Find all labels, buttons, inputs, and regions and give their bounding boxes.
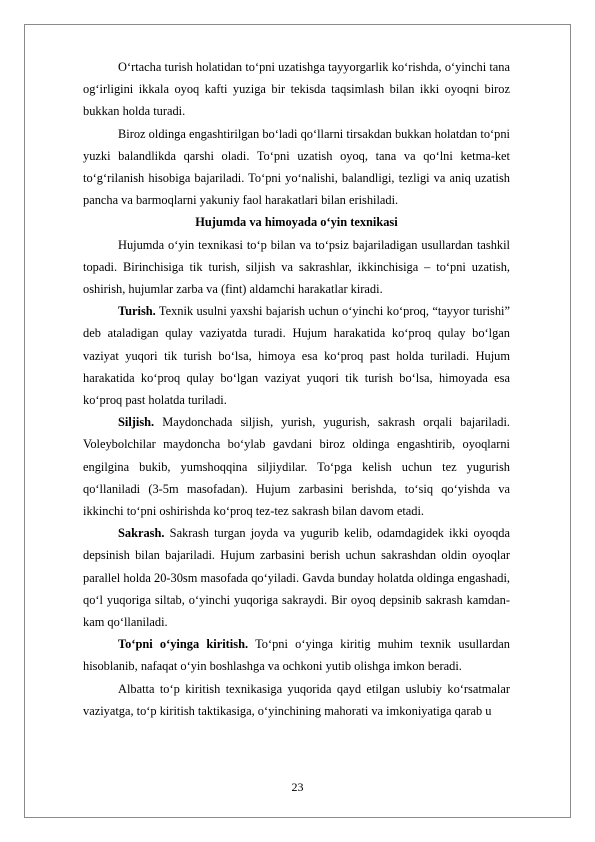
document-body xyxy=(83,56,510,722)
lead-term: Siljish. xyxy=(118,415,155,430)
page-number: 23 xyxy=(291,780,304,794)
paragraph-text: Texnik usulni yaxshi bajarish uchun o‘yinchi ko‘proq, “tayyor turishi” deb ataladigan qulay vaziyatda turadi. Hujum harakatida ko‘proq qulay bo‘lgan vaziyat yuqori tik turish bo‘lsa, himoya esa ko‘proq past holda turiladi. Hujum harakatida ko‘proq qulay bo‘lgan vaziyat yuqori tik turish bo‘lsa, himoyada esa ko‘proq past holatda turiladi. xyxy=(83,304,510,408)
paragraph-text: Maydonchada siljish, yurish, yugurish, sakrash orqali bajariladi. Voleybolchilar maydoncha bo‘ylab gavdani biroz oldinga engashtirib, oyoqlarni engilgina bukib, yumshoqqina siljiydilar. To‘pga kelish uchun tez yugurish qo‘llaniladi (3-5m masofadan). Hujum zarbasini berishda, to‘siq qo‘yishda va ikkinchi to‘pni oshirishda ko‘proq tez-tez sakrash bilan davom etadi. xyxy=(83,415,510,519)
paragraph-siljish xyxy=(83,411,510,522)
paragraph-topni-kiritish xyxy=(83,633,510,677)
paragraph-sakrash xyxy=(83,522,510,633)
paragraph: Biroz oldinga engashtirilgan bo‘ladi qo‘llarni tirsakdan bukkan holatdan to‘pni yuzki balandlikda qarshi oladi. To‘pni uzatish oyoq, tana va qo‘lni ketma-ket to‘g‘rilanish hisobiga bajariladi. To‘pni yo‘nalishi, balandligi, tezligi va aniq uzatish pancha va barmoqlarni yakuniy faol harakatlari bilan erishiladi. xyxy=(83,126,510,208)
lead-term: Sakrash. xyxy=(118,526,165,541)
paragraph: O‘rtacha turish holatidan to‘pni uzatishga tayyorgarlik ko‘rishda, o‘yinchi tana og‘irligini ikkala oyoq kafti yuziga bir tekisda taqsimlash bilan ikki oyoqni biroz bukkan holda turadi. xyxy=(83,60,510,119)
paragraph-text: To‘pni o‘yinga kiritig muhim texnik usullardan hisoblanib, nafaqat o‘yin boshlashga va ochkoni yutib olishga imkon beradi. xyxy=(83,637,510,674)
lead-term: To‘pni o‘yinga kiritish. xyxy=(118,637,249,652)
paragraph: Hujumda o‘yin texnikasi to‘p bilan va to‘psiz bajariladigan usullardan tashkil topadi. Birinchisiga tik turish, siljish va sakrashlar, ikkinchisiga – to‘pni uzatish, oshirish, hujumlar zarba va (fint) aldamchi harakatlar kiradi. xyxy=(83,237,510,297)
paragraph-text: Sakrash turgan joyda va yugurib kelib, odamdagidek ikki oyoqda depsinish bilan bajariladi. Hujum zarbasini berish uchun sakrashdan oldin oyoqlar parallel holda 20-30sm masofada qo‘yiladi. Gavda bunday holatda oldinga engashadi, qo‘l yuqoriga siltab, o‘yinchi yuqoriga sakraydi. Bir oyoq depsinib sakrash kamdan-kam qo‘llaniladi. xyxy=(83,526,510,630)
paragraph-turish xyxy=(83,300,510,411)
section-heading: Hujumda va himoyada o‘yin texnikasi xyxy=(195,215,398,230)
paragraph: Albatta to‘p kiritish texnikasiga yuqorida qayd etilgan uslubiy ko‘rsatmalar vaziyatga, to‘p kiritish taktikasiga, o‘yinchining mahorati va imkoniyatiga qarab u xyxy=(83,681,510,718)
lead-term: Turish. xyxy=(118,304,156,319)
